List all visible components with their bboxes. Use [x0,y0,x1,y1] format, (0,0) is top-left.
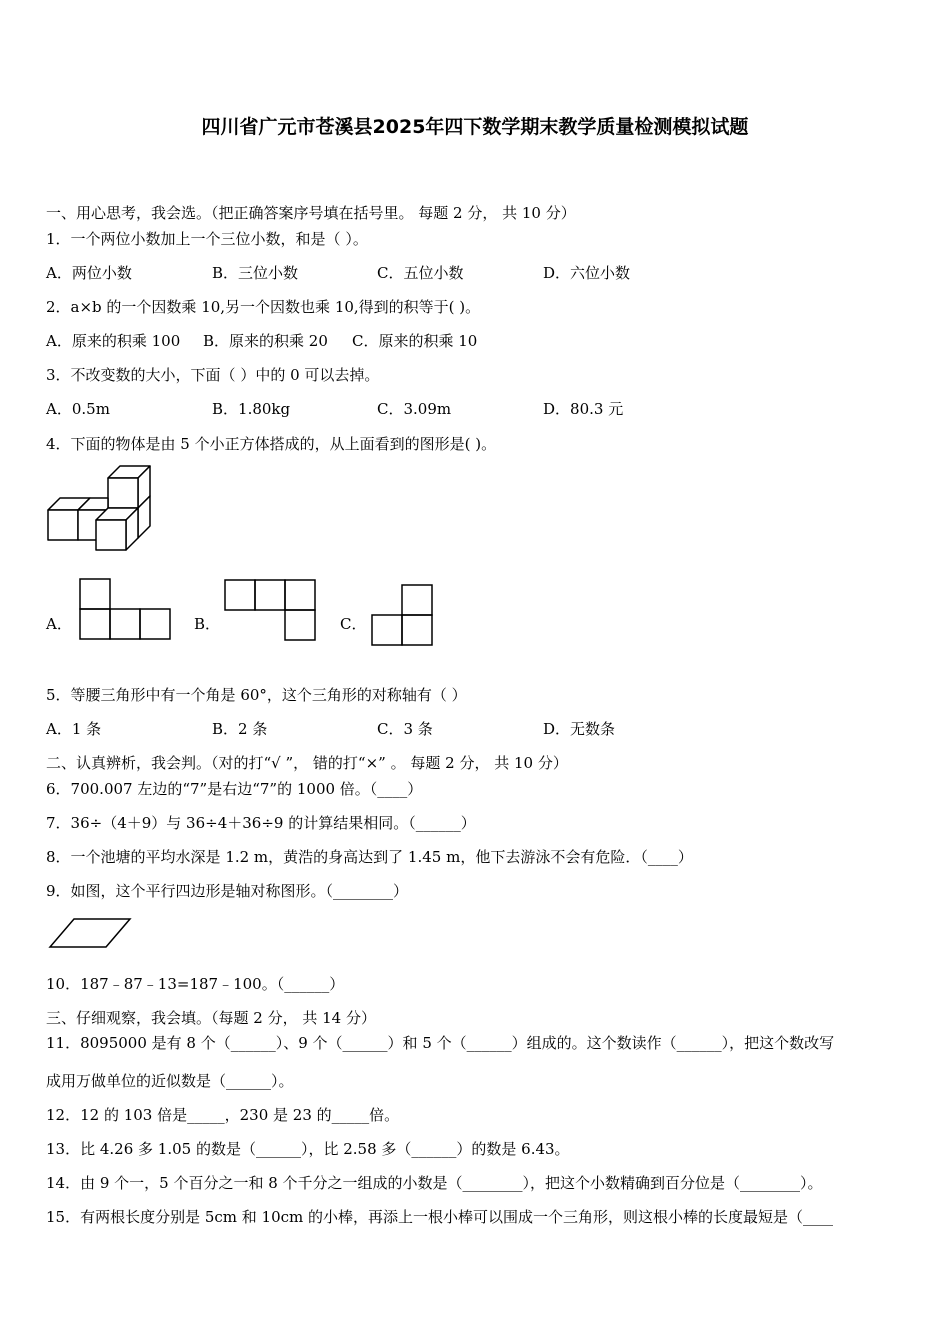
question-10: 10．187﹣87﹣13=187﹣100。（______） [46,975,345,993]
question-12: 12．12 的 103 倍是_____，230 是 23 的_____倍。 [46,1106,400,1124]
q3-option-b: B．1.80kg [212,400,291,418]
q2-option-a: A．原来的积乘 100 [46,332,181,350]
q5-option-d: D．无数条 [543,720,616,738]
page-title: 四川省广元市苍溪县2025年四下数学期末教学质量检测模拟试题 [201,116,749,138]
parallelogram-figure [48,915,132,949]
q1-option-d: D．六位小数 [543,264,631,282]
q4-option-b-figure [224,579,318,643]
cube-figure [44,464,156,556]
question-13: 13．比 4.26 多 1.05 的数是（______），比 2.58 多（______）的数是 6.43。 [46,1140,570,1158]
q4-option-a-label: A． [46,615,72,633]
section1-heading: 一、用心思考，我会选。（把正确答案序号填在括号里。 每题 2 分， 共 10 分） [46,204,576,222]
question-8: 8．一个池塘的平均水深是 1.2 m，黄浩的身高达到了 1.45 m，他下去游泳不会有危险．（____） [46,848,693,866]
q1-option-a: A．两位小数 [46,264,132,282]
q1-option-b: B．三位小数 [212,264,299,282]
q5-option-a: A．1 条 [46,720,102,738]
q2-option-b: B．原来的积乘 20 [203,332,328,350]
q4-option-a-figure [79,578,173,642]
q4-option-b-label: B． [194,615,221,633]
question-1: 1．一个两位小数加上一个三位小数，和是（ ）。 [46,230,368,248]
question-7: 7．36÷（4＋9）与 36÷4＋36÷9 的计算结果相同。（______） [46,814,476,832]
q5-option-b: B．2 条 [212,720,268,738]
question-2: 2．a×b 的一个因数乘 10,另一个因数也乘 10,得到的积等于( )。 [46,298,481,316]
section2-heading: 二、认真辨析，我会判。（对的打“√ ”， 错的打“×” 。 每题 2 分， 共 10 分） [46,754,568,772]
question-15: 15．有两根长度分别是 5cm 和 10cm 的小棒，再添上一根小棒可以围成一个三角形，则这根小棒的长度最短是（____ [46,1208,834,1226]
question-5: 5．等腰三角形中有一个角是 60°，这个三角形的对称轴有（ ） [46,686,467,704]
q3-option-d: D．80.3 元 [543,400,624,418]
section3-heading: 三、仔细观察，我会填。（每题 2 分， 共 14 分） [46,1009,376,1027]
question-6: 6．700.007 左边的“7”是右边“7”的 1000 倍。（____） [46,780,423,798]
question-11-line2: 成用万做单位的近似数是（______）。 [46,1072,294,1090]
q4-option-c-figure [371,584,435,648]
question-11-line1: 11．8095000 是有 8 个（______）、9 个（______）和 5 个（______）组成的。这个数读作（______），把这个数改写 [46,1034,835,1052]
q3-option-a: A．0.5m [46,400,110,418]
q2-option-c: C．原来的积乘 10 [352,332,478,350]
question-3: 3．不改变数的大小，下面（ ）中的 0 可以去掉。 [46,366,380,384]
q1-option-c: C．五位小数 [377,264,464,282]
question-14: 14．由 9 个一，5 个百分之一和 8 个千分之一组成的小数是（________），把这个小数精确到百分位是（________）。 [46,1174,823,1192]
q5-option-c: C．3 条 [377,720,433,738]
q4-option-c-label: C． [340,615,367,633]
question-4: 4．下面的物体是由 5 个小正方体搭成的，从上面看到的图形是( )。 [46,435,497,453]
question-9: 9．如图，这个平行四边形是轴对称图形。（________） [46,882,409,900]
q3-option-c: C．3.09m [377,400,452,418]
